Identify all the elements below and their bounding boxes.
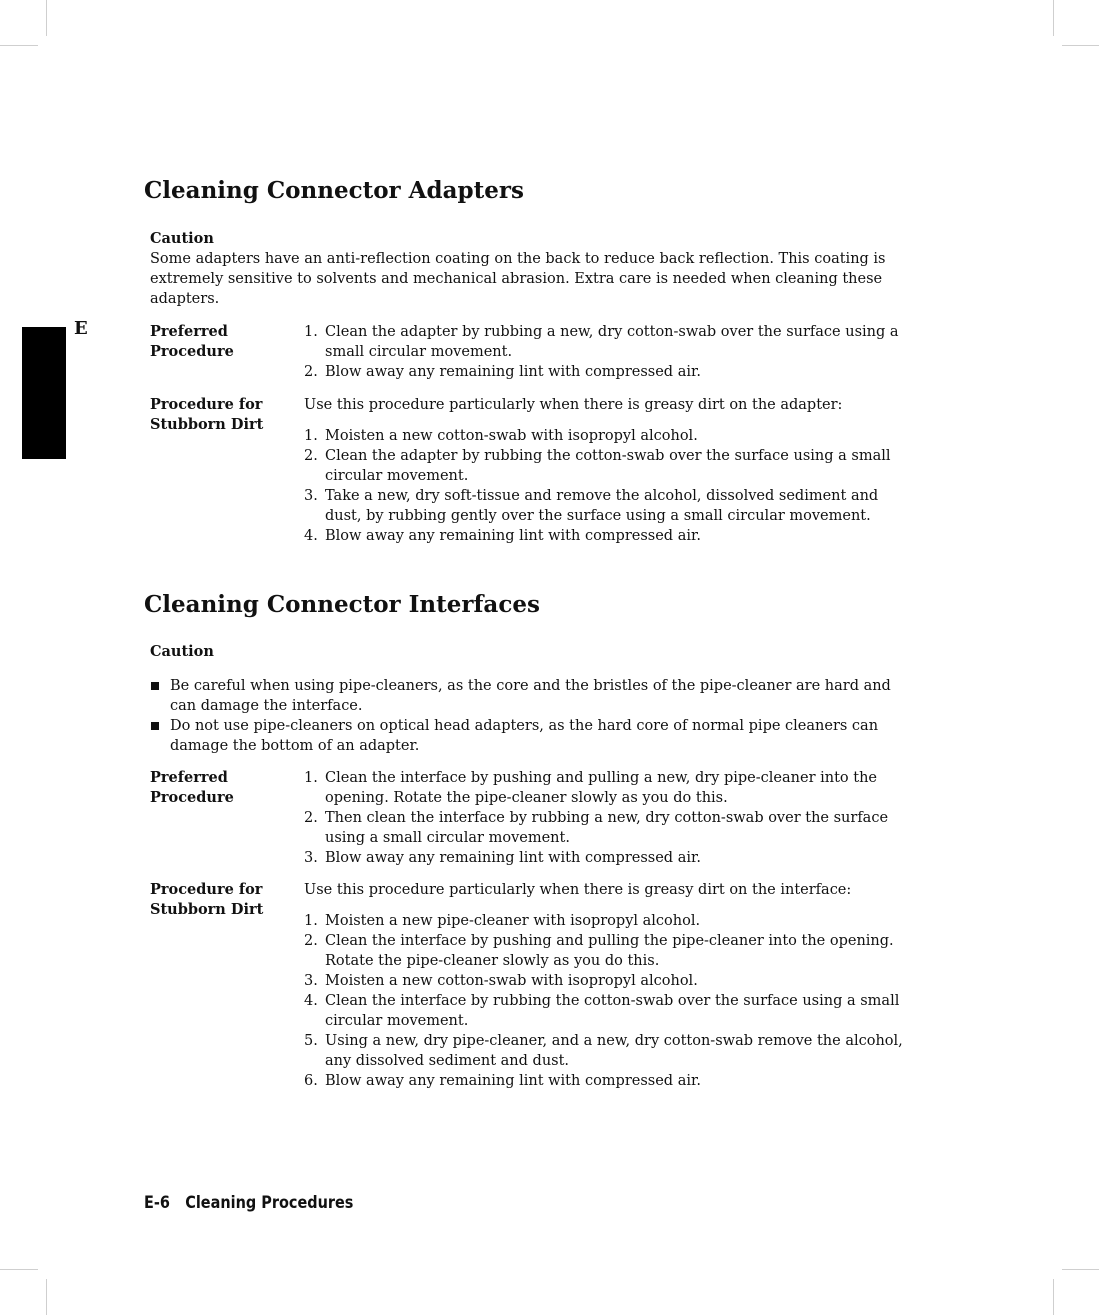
list-item: 6. Blow away any remaining lint with compressed air.	[304, 1073, 701, 1089]
list-item: 5. Using a new, dry pipe-cleaner, and a new, dry cotton-swab remove the alcohol, any dissolved sediment and dust.	[304, 1033, 903, 1069]
crop-mark	[46, 1279, 47, 1315]
steps-preferred-interfaces	[304, 768, 904, 868]
list-item: 2. Clean the adapter by rubbing the cotton-swab over the surface using a small circular movement.	[304, 448, 891, 484]
crop-mark	[1062, 1269, 1099, 1270]
list-item: 3. Moisten a new cotton-swab with isopropyl alcohol.	[304, 973, 698, 989]
intro-stubborn-interfaces: Use this procedure particularly when there is greasy dirt on the interface:	[304, 882, 852, 898]
steps-stubborn-adapters	[304, 395, 904, 546]
crop-mark	[0, 1269, 38, 1270]
label-preferred-adapters: Preferred Procedure	[150, 323, 234, 360]
caution-label-adapters: Caution	[150, 230, 214, 247]
list-item: 2. Then clean the interface by rubbing a new, dry cotton-swab over the surface using a small circular movement.	[304, 810, 889, 846]
steps-stubborn-interfaces	[304, 880, 904, 1091]
crop-mark	[0, 45, 38, 46]
list-item: 4. Blow away any remaining lint with compressed air.	[304, 528, 701, 544]
list-item: 1. Clean the interface by pushing and pulling a new, dry pipe-cleaner into the opening. Rotate the pipe-cleaner slowly as you do this.	[304, 770, 877, 806]
section-title-adapters: Cleaning Connector Adapters	[144, 177, 524, 204]
intro-stubborn-adapters: Use this procedure particularly when there is greasy dirt on the adapter:	[304, 397, 843, 413]
crop-mark	[1062, 45, 1099, 46]
page-number: E-6	[144, 1193, 170, 1213]
list-item: Do not use pipe-cleaners on optical head adapters, as the hard core of normal pipe cleaners can damage the bottom of an adapter.	[150, 716, 900, 756]
square-bullet-icon	[151, 682, 159, 690]
footer-section-title: Cleaning Procedures	[185, 1193, 354, 1213]
steps-preferred-adapters	[304, 322, 904, 382]
list-item: 3. Blow away any remaining lint with compressed air.	[304, 850, 701, 866]
crop-mark	[1053, 1279, 1054, 1315]
list-item: 1. Moisten a new pipe-cleaner with isopropyl alcohol.	[304, 913, 701, 929]
crop-mark	[1053, 0, 1054, 36]
list-item: 1. Clean the adapter by rubbing a new, dry cotton-swab over the surface using a small circular movement.	[304, 324, 899, 360]
label-stubborn-adapters: Procedure for Stubborn Dirt	[150, 396, 264, 433]
list-item: 1. Moisten a new cotton-swab with isopropyl alcohol.	[304, 428, 698, 444]
list-item: 2. Blow away any remaining lint with compressed air.	[304, 364, 701, 380]
caution-list-interfaces	[150, 676, 900, 756]
caution-label-interfaces: Caution	[150, 643, 214, 660]
square-bullet-icon	[151, 722, 159, 730]
section-title-interfaces: Cleaning Connector Interfaces	[144, 591, 540, 618]
chapter-tab-letter: E	[74, 318, 88, 339]
chapter-tab-marker	[22, 327, 66, 459]
list-item: 2. Clean the interface by pushing and pulling the pipe-cleaner into the opening. Rotate the pipe-cleaner slowly as you do this.	[304, 933, 894, 969]
caution-text-adapters: Some adapters have an anti-reflection coating on the back to reduce back reflection. This coating is extremely sensitive to solvents and mechanical abrasion. Extra care is needed when cleaning these adapters.	[150, 251, 886, 307]
list-item: 4. Clean the interface by rubbing the cotton-swab over the surface using a small circular movement.	[304, 993, 900, 1029]
list-item: Be careful when using pipe-cleaners, as the core and the bristles of the pipe-cleaner are hard and can damage the interface.	[150, 676, 900, 716]
list-item: 3. Take a new, dry soft-tissue and remove the alcohol, dissolved sediment and dust, by rubbing gently over the surface using a small circular movement.	[304, 488, 879, 524]
label-preferred-interfaces: Preferred Procedure	[150, 769, 234, 806]
crop-mark	[46, 0, 47, 36]
label-stubborn-interfaces: Procedure for Stubborn Dirt	[150, 881, 264, 918]
page-footer	[144, 1193, 353, 1213]
